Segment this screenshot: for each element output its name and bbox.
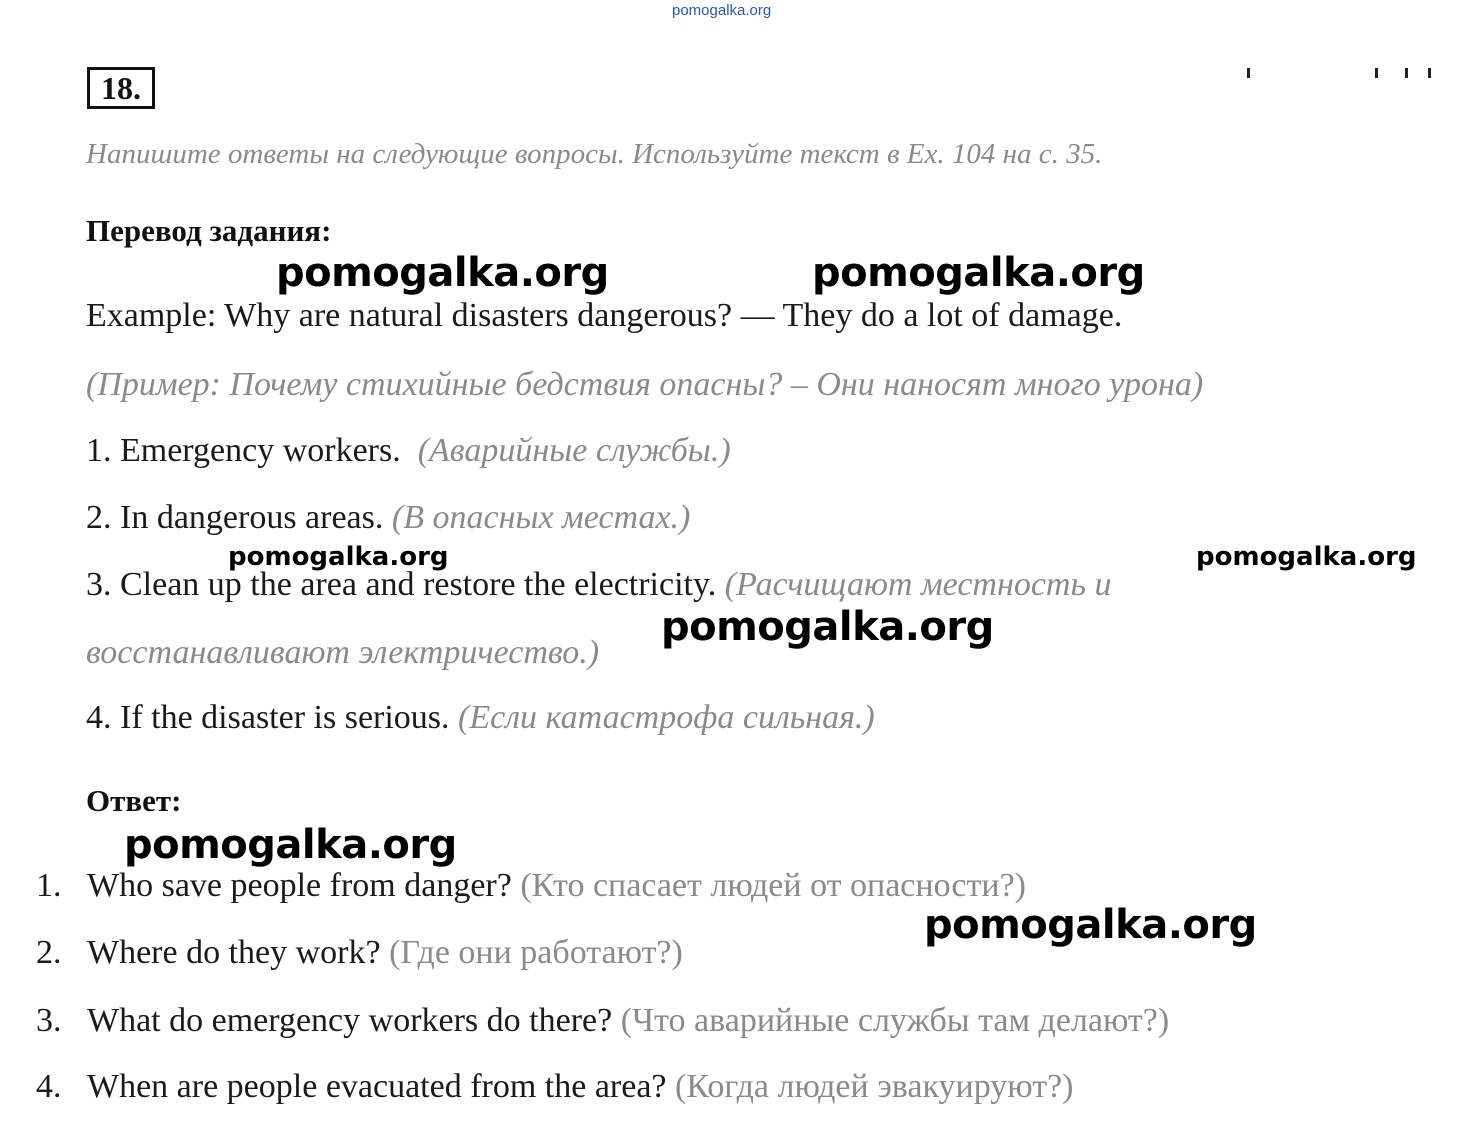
item-english: 2. In dangerous areas. xyxy=(86,499,384,536)
answer-number: 1. xyxy=(36,867,62,904)
item-russian: (Расчищают местность и xyxy=(724,566,1112,603)
translation-item-1 xyxy=(86,432,731,470)
answer-russian: (Где они работают?) xyxy=(389,934,683,971)
item-english: 4. If the disaster is serious. xyxy=(86,699,450,736)
instruction-text: Напишите ответы на следующие вопросы. Используйте текст в Ex. 104 на с. 35. xyxy=(86,138,1103,170)
site-label-top: pomogalka.org xyxy=(672,2,772,19)
watermark: pomogalka.org xyxy=(812,250,1145,296)
scan-mark xyxy=(1247,68,1250,78)
answer-heading: Ответ: xyxy=(86,783,182,818)
item-russian: (Аварийные службы.) xyxy=(417,432,731,469)
translation-item-4 xyxy=(86,699,875,737)
answer-number: 2. xyxy=(36,934,62,971)
answer-english: Where do they work? xyxy=(87,934,381,971)
example-english: Example: Why are natural disasters dangerous? — They do a lot of damage. xyxy=(86,297,1123,334)
answer-item-3 xyxy=(87,1002,1169,1040)
scan-mark xyxy=(1428,68,1431,78)
translation-heading: Перевод задания: xyxy=(86,213,332,248)
scan-mark xyxy=(1405,68,1408,78)
answer-english: When are people evacuated from the area? xyxy=(87,1068,667,1105)
answer-item-2 xyxy=(87,934,683,972)
scan-mark xyxy=(1375,68,1378,78)
watermark: pomogalka.org xyxy=(1196,542,1417,572)
watermark: pomogalka.org xyxy=(276,250,609,296)
answer-english: What do emergency workers do there? xyxy=(87,1002,613,1039)
answer-number: 4. xyxy=(36,1068,62,1105)
translation-item-3 xyxy=(86,566,1111,604)
example-russian: (Пример: Почему стихийные бедствия опасны? – Они наносят много урона) xyxy=(86,366,1204,403)
answer-russian: (Когда людей эвакуируют?) xyxy=(675,1068,1074,1105)
answer-russian: (Что аварийные службы там делают?) xyxy=(620,1002,1170,1039)
answer-english: Who save people from danger? xyxy=(87,867,512,904)
translation-item-3-continued: восстанавливают электричество.) xyxy=(86,634,600,671)
item-english: 3. Clean up the area and restore the electricity. xyxy=(86,566,717,603)
answer-item-4 xyxy=(87,1068,1074,1106)
exercise-number: 18. xyxy=(87,67,155,109)
item-russian: (В опасных местах.) xyxy=(391,499,691,536)
answer-russian: (Кто спасает людей от опасности?) xyxy=(520,867,1026,904)
translation-item-2 xyxy=(86,499,690,537)
watermark: pomogalka.org xyxy=(228,542,449,572)
watermark: pomogalka.org xyxy=(661,604,994,650)
answer-item-1 xyxy=(87,867,1026,905)
watermark: pomogalka.org xyxy=(924,902,1257,948)
item-english: 1. Emergency workers. xyxy=(86,432,401,469)
watermark: pomogalka.org xyxy=(124,822,457,868)
item-russian: (Если катастрофа сильная.) xyxy=(458,699,875,736)
answer-number: 3. xyxy=(36,1002,62,1039)
